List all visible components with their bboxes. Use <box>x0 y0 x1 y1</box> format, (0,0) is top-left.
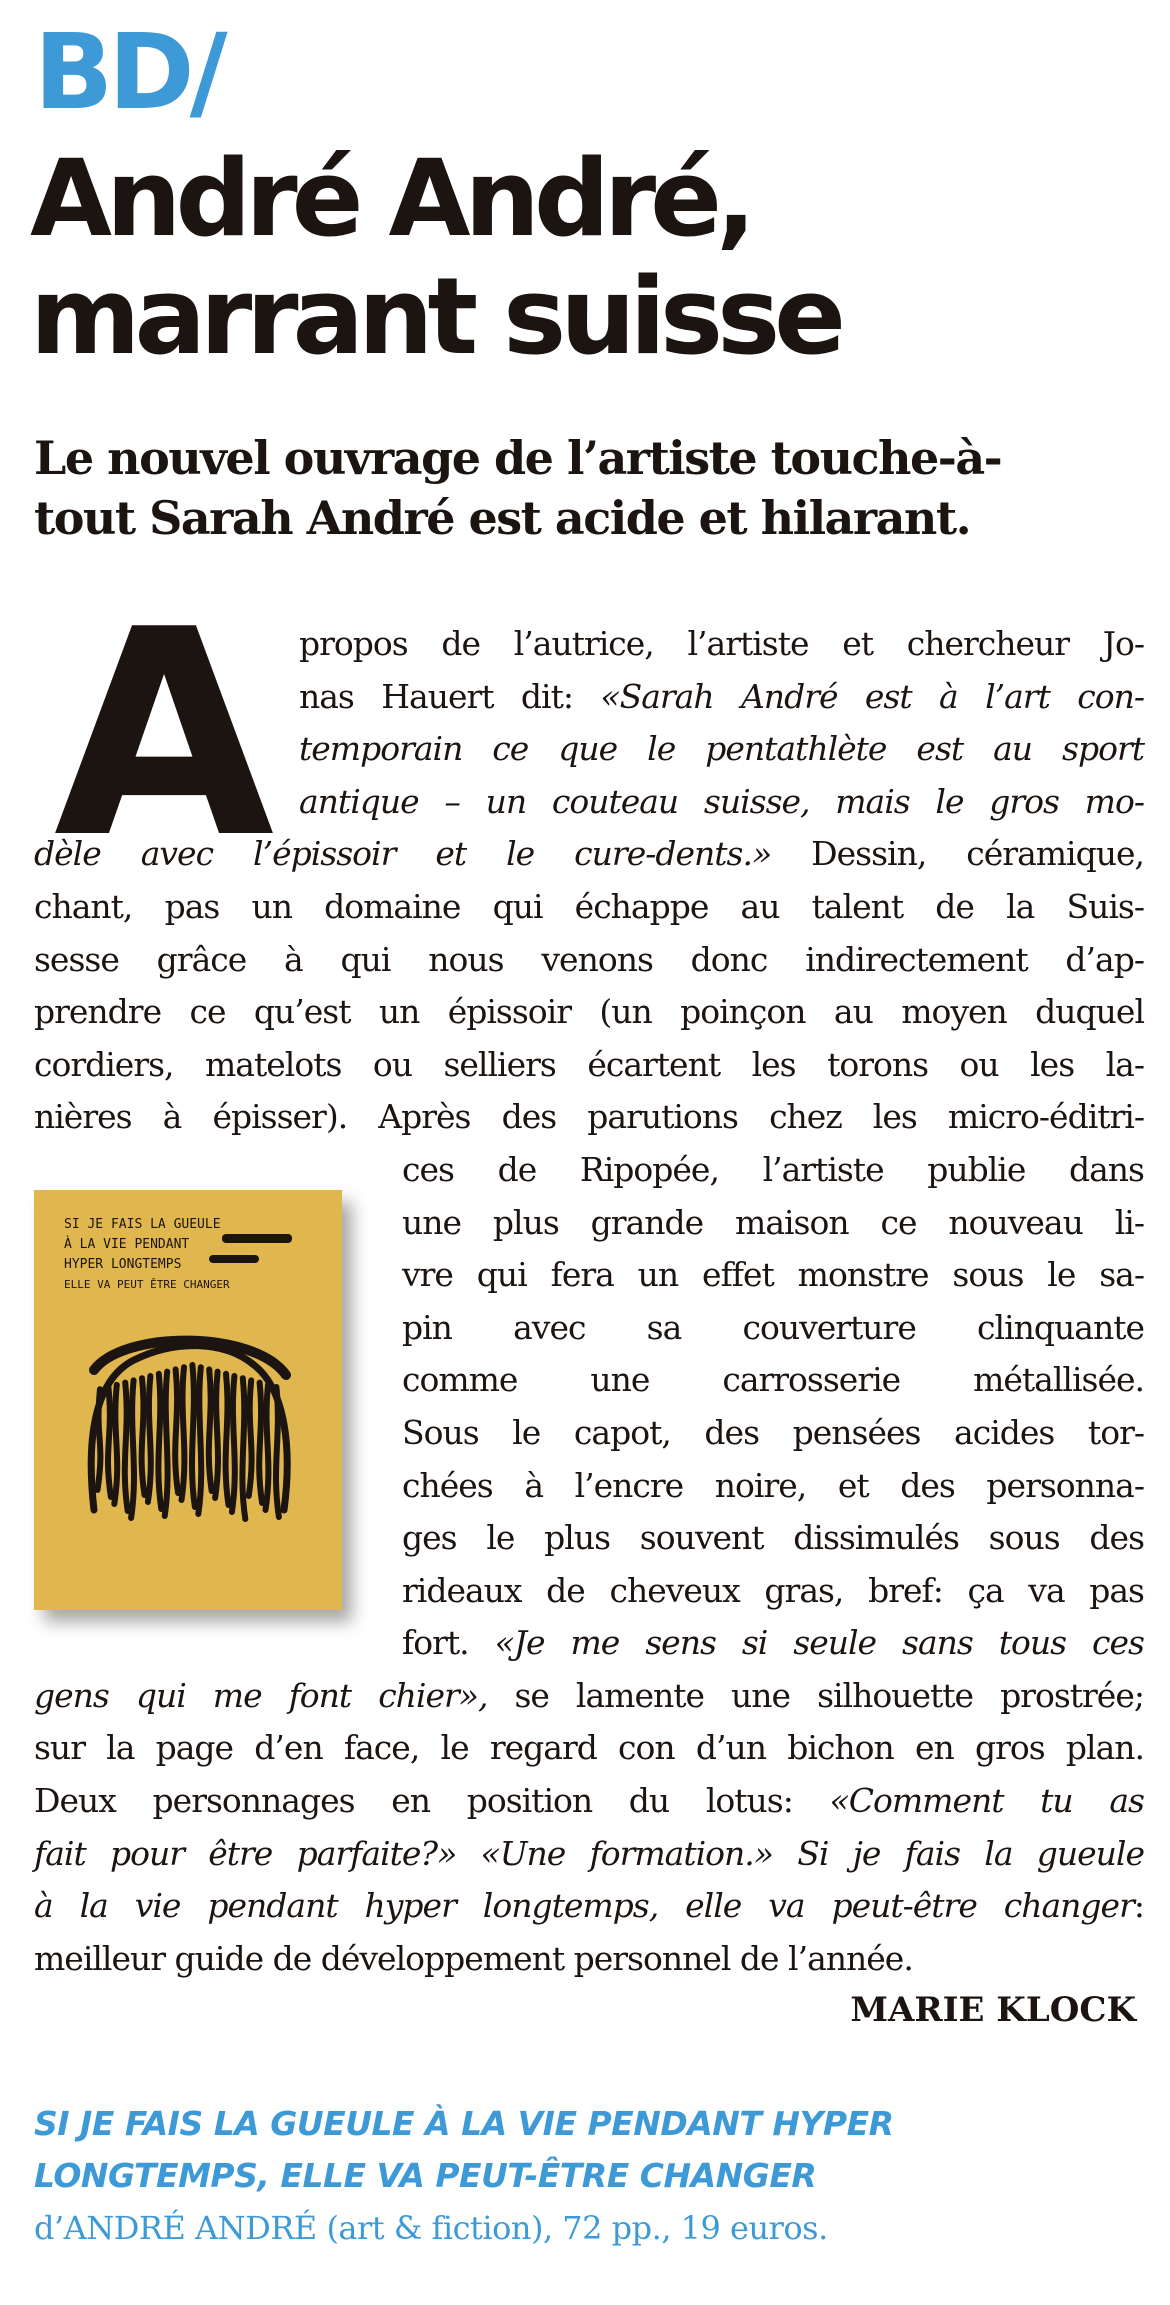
body-line <box>34 934 1144 987</box>
book-cover-image <box>34 1190 342 1610</box>
book-title-line-2: LONGTEMPS, ELLE VA PEUT-ÊTRE CHANGER <box>34 2156 817 2195</box>
body-text: ces de Ripopée, l’artiste publie dans <box>402 1149 1144 1189</box>
hair-strand <box>108 1387 111 1497</box>
hair-strand <box>259 1383 262 1503</box>
book-title-line-1: SI JE FAIS LA GUEULE À LA VIE PENDANT HYPER <box>34 2104 894 2143</box>
hair-strand <box>232 1376 235 1512</box>
body-line <box>402 1354 1144 1407</box>
body-text: meilleur guide de développement personnel de l’année. <box>34 1938 913 1978</box>
body-text: chant, pas un domaine qui échappe au talent de la Suis- <box>34 886 1144 926</box>
body-quote: dèle avec l’épissoir et le cure-dents.» <box>34 834 772 874</box>
body-line <box>34 1828 1144 1881</box>
body-line <box>34 828 1144 881</box>
hair-strand <box>182 1367 185 1500</box>
body-text: Deux personnages en position du lotus: <box>34 1781 830 1821</box>
body-text: rideaux de cheveux gras, bref: ça va pas <box>402 1570 1144 1610</box>
body-quote: temporain ce que le pentathlète est au sport <box>299 729 1144 769</box>
body-text: pin avec sa couverture clinquante <box>402 1307 1144 1347</box>
body-text: nières à épisser). Après des parutions chez les micro-éditri- <box>34 1097 1144 1137</box>
body-line <box>34 1670 1144 1723</box>
hair-strand <box>114 1385 117 1504</box>
body-line <box>299 618 1144 671</box>
headline-line-1: André André, <box>30 137 751 260</box>
body-text: cordiers, matelots ou selliers écartent les torons ou les la- <box>34 1044 1144 1084</box>
hair-strand <box>266 1385 269 1510</box>
body-text: : <box>1133 1886 1144 1926</box>
body-line <box>34 1775 1144 1828</box>
body-line <box>402 1144 1144 1197</box>
cover-text-line-1: SI JE FAIS LA GUEULE <box>64 1217 221 1232</box>
body-line <box>402 1302 1144 1355</box>
book-info <box>34 2098 1144 2254</box>
headline <box>30 137 1160 378</box>
hair-strand <box>98 1389 101 1490</box>
hair-strand <box>158 1374 161 1509</box>
body-line <box>34 1091 1144 1144</box>
hair-strand <box>148 1376 151 1502</box>
body-quote: «Je me sens si seule sans tous ces <box>494 1623 1144 1663</box>
body-text: sesse grâce à qui nous venons donc indirectement d’ap- <box>34 939 1144 979</box>
hair-strand <box>209 1369 212 1491</box>
body-quote: à la vie pendant hyper longtemps, elle va peut-être changer <box>34 1886 1134 1926</box>
body-text: Sous le capot, des pensées acides tor- <box>402 1412 1144 1452</box>
body-text: une plus grande maison ce nouveau li- <box>402 1202 1144 1242</box>
body-quote: antique – un couteau suisse, mais le gros mo- <box>299 781 1144 821</box>
body-text: propos de l’autrice, l’artiste et chercheur Jo- <box>299 624 1144 663</box>
hair-strand <box>142 1378 145 1495</box>
body-line <box>34 986 1144 1039</box>
body-text: chées à l’encre noire, et des personna- <box>402 1465 1144 1505</box>
hair-strand <box>192 1365 195 1507</box>
cover-text-line-4: ELLE VA PEUT ÊTRE CHANGER <box>64 1278 230 1291</box>
body-line <box>34 1722 1144 1775</box>
hair-strand <box>276 1387 279 1517</box>
body-text: Dessin, céramique, <box>771 834 1145 874</box>
body-line <box>402 1512 1144 1565</box>
body-quote: fait pour être parfaite?» «Une formation.» Si je fais la gueule <box>34 1833 1144 1873</box>
hair-strand <box>215 1372 218 1498</box>
body-line <box>299 776 1144 829</box>
body-line <box>402 1249 1144 1302</box>
hair-strand <box>242 1378 245 1519</box>
lede-line-2: tout Sarah André est acide et hilarant. <box>34 491 971 545</box>
body-line <box>34 881 1144 934</box>
body-text: fort. <box>402 1623 495 1663</box>
lede-line-1: Le nouvel ouvrage de l’artiste touche-à- <box>34 431 1002 485</box>
book-cover-illustration <box>34 1190 342 1610</box>
lede <box>34 428 1144 548</box>
hair-strand <box>175 1369 178 1493</box>
body-text: comme une carrosserie métallisée. <box>402 1360 1144 1400</box>
body-line <box>34 1039 1144 1092</box>
body-text: nas Hauert dit: <box>299 676 601 716</box>
body-line <box>34 1880 1144 1933</box>
hair-strand <box>226 1374 229 1505</box>
body-line <box>402 1407 1144 1460</box>
body-line <box>402 1460 1144 1513</box>
body-line <box>34 1933 1144 1986</box>
body-text: vre qui fera un effet monstre sous le sa- <box>402 1255 1144 1295</box>
hair-strand <box>131 1380 134 1518</box>
byline: MARIE KLOCK <box>850 1990 1136 2030</box>
hair-strand <box>249 1380 252 1496</box>
body-text: prendre ce qu’est un épissoir (un poinçon au moyen duquel <box>34 992 1144 1032</box>
body-line <box>402 1197 1144 1250</box>
body-line <box>299 671 1144 724</box>
cover-text-line-2: À LA VIE PENDANT <box>64 1237 190 1252</box>
drop-cap: A <box>53 569 265 901</box>
body-quote: «Sarah André est à l’art con- <box>600 676 1145 716</box>
hair-strand <box>198 1367 201 1514</box>
headline-line-2: marrant suisse <box>30 255 841 378</box>
book-credit: d’ANDRÉ ANDRÉ (art & fiction), 72 pp., 19 euros. <box>34 2209 828 2247</box>
cover-text-line-3: HYPER LONGTEMPS <box>64 1257 182 1272</box>
body-line <box>299 723 1144 776</box>
section-rubric: BD/ <box>34 11 223 133</box>
body-quote: «Comment tu as <box>829 1781 1144 1821</box>
body-text: sur la page d’en face, le regard con d’un bichon en gros plan. <box>34 1728 1144 1768</box>
body-text: ges le plus souvent dissimulés sous des <box>402 1518 1144 1558</box>
body-line <box>402 1565 1144 1618</box>
hair-strand <box>125 1383 128 1511</box>
hair-strand <box>165 1372 168 1516</box>
body-quote: gens qui me font chier», <box>34 1675 488 1715</box>
body-text: se lamente une silhouette prostrée; <box>487 1675 1144 1715</box>
body-line <box>402 1617 1144 1670</box>
